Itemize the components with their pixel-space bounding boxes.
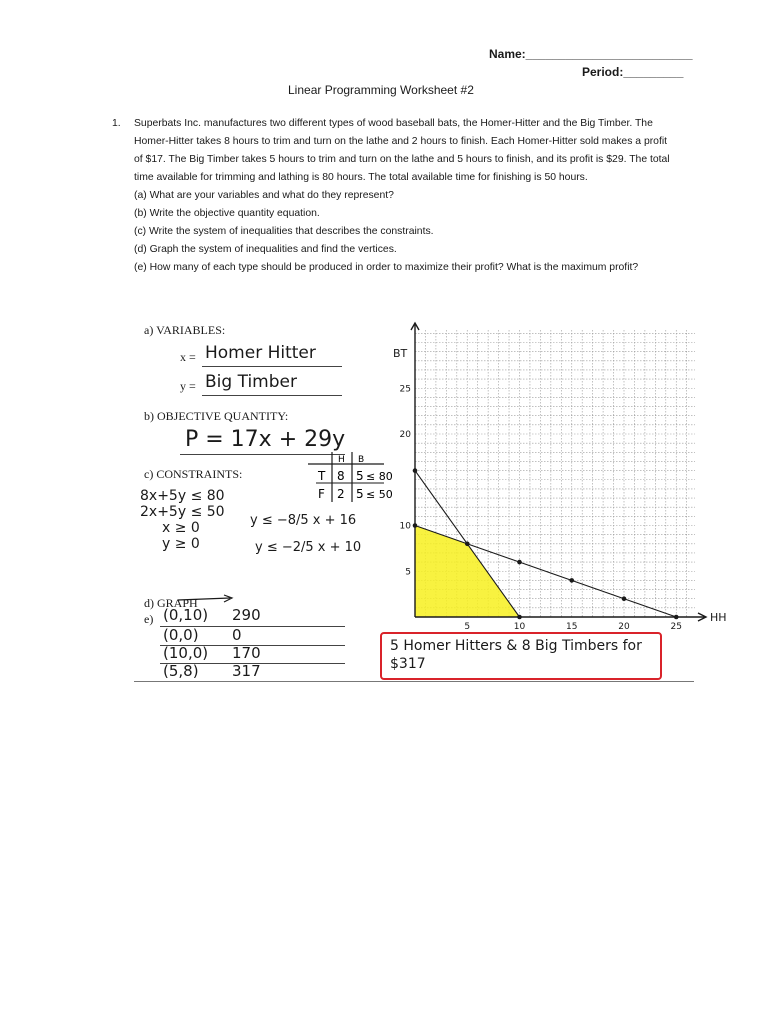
- question-paragraph: Superbats Inc. manufactures two different types of wood baseball bats, the Homer-Hitter and the Big Timber. The Homer-Hitter takes 8 hours to trim and turn on the lathe and 2 hours to finish. Each Homer-Hitter sold makes a profit of $17. The Big Timber takes 5 hours to trim and turn on the lathe and 5 hours to finish, and its profit is $29. The total time available for trimming and lathing is 80 hours. The total available time for finishing is 50 hours.: [134, 118, 670, 183]
- table-row-f-label: F: [318, 487, 325, 501]
- table-row-t-b: 5: [356, 469, 364, 483]
- table-header-b: B: [358, 455, 365, 465]
- vertex-point-marker: [413, 523, 418, 528]
- question-part-e: (e) How many of each type should be produced in order to maximize their profit? What is the maximum profit?: [134, 262, 639, 273]
- vertex-profit: 170: [232, 644, 261, 662]
- graph-label: d) GRAPH: [144, 596, 198, 610]
- vertex-point-marker: [517, 560, 522, 565]
- vertex-point-marker: [674, 615, 679, 620]
- x-variable-answer: Homer Hitter: [205, 343, 316, 363]
- x-label: x =: [180, 350, 196, 364]
- constraints-label: c) CONSTRAINTS:: [144, 467, 243, 481]
- table-row-t-limit: ≤ 80: [366, 470, 393, 483]
- x-axis-label: HH: [710, 611, 727, 624]
- vertex-profit: 317: [232, 662, 261, 680]
- table-row-f-limit: ≤ 50: [366, 488, 393, 501]
- vertex-point: (10,0): [163, 644, 209, 662]
- constraint-1: 8x+5y ≤ 80: [140, 488, 225, 504]
- y-variable-answer: Big Timber: [205, 372, 297, 392]
- question-part-d: (d) Graph the system of inequalities and find the vertices.: [134, 244, 397, 255]
- vertex-profit: 0: [232, 626, 242, 644]
- vertices-label: e): [144, 612, 154, 626]
- vertex-profit: 290: [232, 606, 261, 624]
- objective-equation: P = 17x + 29y: [185, 427, 346, 452]
- vertex-point: (5,8): [163, 662, 199, 680]
- vertex-point: (0,10): [163, 606, 209, 624]
- slope-form-1: y ≤ −8/5 x + 16: [250, 513, 357, 528]
- objective-label: b) OBJECTIVE QUANTITY:: [144, 409, 289, 423]
- constraint-2: 2x+5y ≤ 50: [140, 504, 225, 520]
- question-part-b: (b) Write the objective quantity equation.: [134, 208, 320, 219]
- x-tick-label: 15: [566, 622, 578, 632]
- table-row-f-h: 2: [337, 487, 345, 501]
- vertex-point-marker: [622, 596, 627, 601]
- feasible-region-graph: [360, 320, 730, 630]
- constraint-4: y ≥ 0: [162, 536, 200, 552]
- vertex-point-marker: [517, 615, 522, 620]
- section-divider: [134, 681, 694, 682]
- vertex-point-marker: [569, 578, 574, 583]
- y-tick-label: 10: [399, 521, 411, 532]
- x-tick-label: 25: [670, 622, 682, 632]
- constraint-3: x ≥ 0: [162, 520, 200, 536]
- question-part-a: (a) What are your variables and what do they represent?: [134, 190, 394, 201]
- arrow-icon: [176, 594, 236, 604]
- table-header-h: H: [338, 455, 345, 465]
- y-tick-label: 25: [399, 384, 411, 395]
- x-tick-label: 10: [513, 622, 526, 632]
- variables-label: a) VARIABLES:: [144, 323, 226, 337]
- name-field: Name:_________________________: [489, 47, 693, 61]
- question-part-c: (c) Write the system of inequalities that describes the constraints.: [134, 226, 434, 237]
- period-field: Period:_________: [582, 65, 684, 79]
- vertex-point-marker: [413, 468, 418, 473]
- question-number: 1.: [112, 118, 121, 129]
- question-text: [134, 115, 674, 277]
- y-tick-label: 5: [405, 567, 411, 578]
- table-row-t-h: 8: [337, 469, 345, 483]
- table-row-t-label: T: [318, 469, 326, 483]
- vertex-point: (0,0): [163, 626, 199, 644]
- x-answer-line: [202, 366, 342, 367]
- page-title: Linear Programming Worksheet #2: [288, 83, 474, 97]
- x-tick-label: 5: [464, 622, 471, 632]
- final-answer: 5 Homer Hitters & 8 Big Timbers for $317: [390, 638, 642, 672]
- y-answer-line: [202, 395, 342, 396]
- table-row-f-b: 5: [356, 487, 364, 501]
- y-axis-label: BT: [393, 347, 408, 360]
- slope-form-2: y ≤ −2/5 x + 10: [255, 540, 362, 555]
- feasible-region: [415, 526, 520, 618]
- y-label: y =: [180, 379, 196, 393]
- x-tick-label: 20: [618, 622, 630, 632]
- y-tick-label: 20: [399, 430, 411, 440]
- vertex-point-marker: [465, 542, 470, 547]
